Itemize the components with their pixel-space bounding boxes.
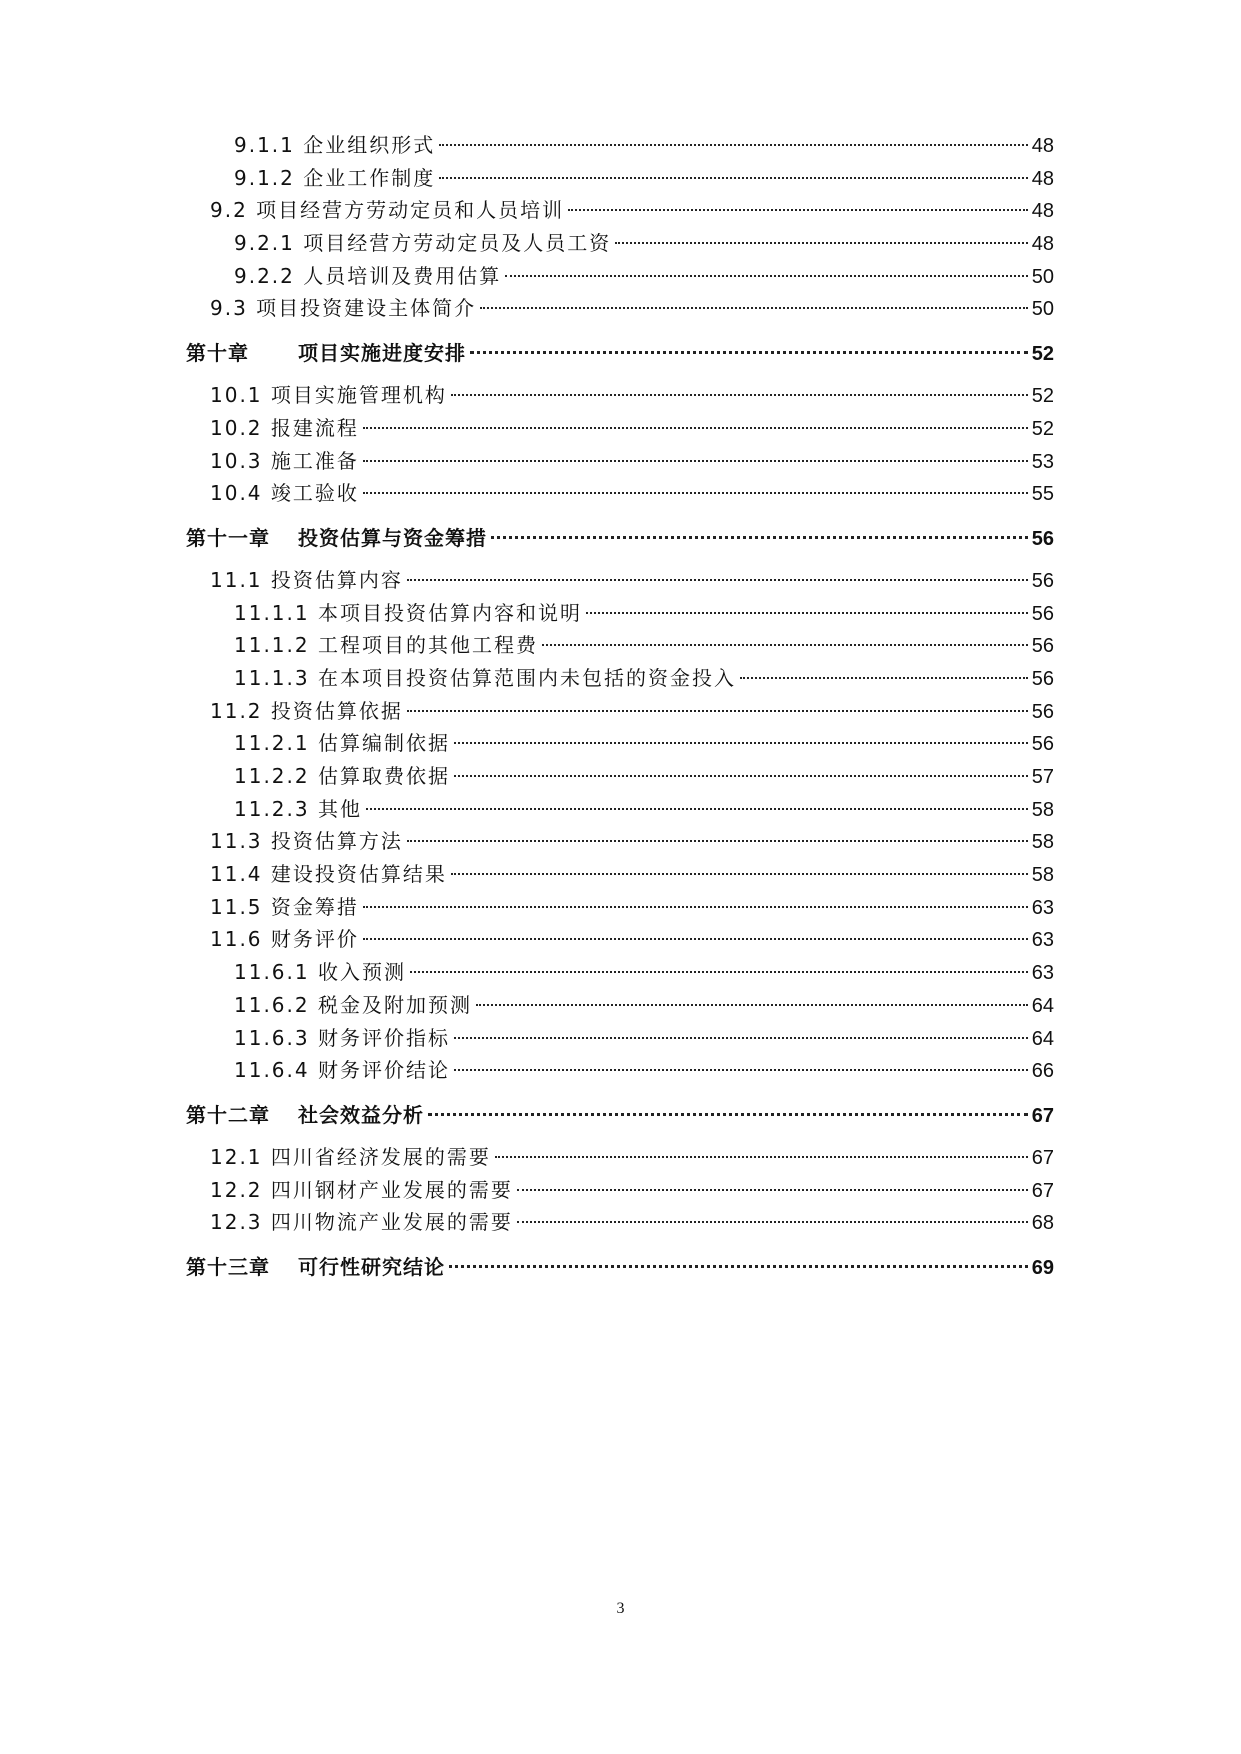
dot-leader <box>449 1265 1028 1268</box>
toc-page-number: 67 <box>1031 1104 1054 1127</box>
toc-page-number: 58 <box>1031 831 1054 854</box>
toc-entry-title: 11.6 财务评价 <box>210 927 359 952</box>
toc-page-number: 56 <box>1031 569 1054 592</box>
toc-entry[interactable] <box>186 412 1054 445</box>
toc-entry-title: 10.4 竣工验收 <box>210 481 359 506</box>
dot-leader <box>363 938 1028 940</box>
toc-entry[interactable] <box>186 597 1054 630</box>
toc-entry[interactable] <box>186 629 1054 662</box>
toc-entry-title: 11.1.2 工程项目的其他工程费 <box>234 633 538 658</box>
dot-leader <box>454 1069 1028 1071</box>
toc-page-number: 68 <box>1031 1212 1054 1235</box>
toc-page-number: 66 <box>1031 1060 1054 1083</box>
dot-leader <box>428 1113 1028 1116</box>
toc-entry-title: 9.2.1 项目经营方劳动定员及人员工资 <box>234 231 612 256</box>
toc-entry-title <box>186 1251 445 1283</box>
chapter-number: 第十一章 <box>186 525 270 550</box>
toc-entry-title: 11.6.2 税金及附加预测 <box>234 992 472 1017</box>
dot-leader <box>407 710 1028 712</box>
toc-entry[interactable] <box>186 1206 1054 1239</box>
toc-entry[interactable] <box>186 1174 1054 1207</box>
dot-leader <box>505 275 1028 277</box>
toc-entry-title <box>186 522 487 554</box>
toc-entry-title: 11.2.3 其他 <box>234 796 362 821</box>
toc-entry[interactable] <box>186 1022 1054 1055</box>
toc-page-number: 56 <box>1031 733 1054 756</box>
toc-page-number: 63 <box>1031 929 1054 952</box>
toc-entry-title: 11.2 投资估算依据 <box>210 698 403 723</box>
toc-entry[interactable] <box>186 858 1054 891</box>
toc-page-number: 64 <box>1031 994 1054 1017</box>
toc-page-number: 50 <box>1031 298 1054 321</box>
toc-page-number: 63 <box>1031 896 1054 919</box>
toc-page-number: 56 <box>1031 635 1054 658</box>
toc-page-number: 52 <box>1031 385 1054 408</box>
toc-entry[interactable] <box>186 194 1054 227</box>
toc-entry-title: 9.3 项目投资建设主体简介 <box>210 296 477 321</box>
toc-entry-title: 12.1 四川省经济发展的需要 <box>210 1144 491 1169</box>
toc-entry-title: 11.3 投资估算方法 <box>210 829 403 854</box>
toc-entry-title: 10.2 报建流程 <box>210 415 359 440</box>
toc-page-number: 63 <box>1031 962 1054 985</box>
dot-leader <box>407 579 1028 581</box>
toc-entry-title <box>186 337 466 369</box>
toc-page-number: 48 <box>1031 167 1054 190</box>
dot-leader <box>542 644 1028 646</box>
dot-leader <box>476 1004 1028 1006</box>
toc-entry[interactable] <box>186 477 1054 510</box>
chapter-title: 投资估算与资金筹措 <box>298 525 487 550</box>
toc-entry[interactable] <box>186 227 1054 260</box>
toc-entry[interactable] <box>186 292 1054 325</box>
dot-leader <box>366 808 1028 810</box>
toc-entry-title: 11.6.4 财务评价结论 <box>234 1058 450 1083</box>
toc-entry[interactable] <box>186 891 1054 924</box>
toc-entry[interactable] <box>186 989 1054 1022</box>
toc-entry-title: 11.6.3 财务评价指标 <box>234 1025 450 1050</box>
toc-page-number: 52 <box>1031 343 1054 366</box>
toc-page-number: 48 <box>1031 233 1054 256</box>
chapter-number: 第十二章 <box>186 1102 270 1127</box>
toc-entry[interactable] <box>186 825 1054 858</box>
toc-entry[interactable] <box>186 923 1054 956</box>
chapter-number: 第十三章 <box>186 1254 270 1279</box>
toc-page-number: 64 <box>1031 1027 1054 1050</box>
toc-page-number: 56 <box>1031 700 1054 723</box>
toc-entry[interactable] <box>186 129 1054 162</box>
toc-entry[interactable] <box>186 727 1054 760</box>
toc-entry-title: 11.2.2 估算取费依据 <box>234 764 450 788</box>
dot-leader <box>410 971 1028 973</box>
toc-entry-title: 9.2.2 人员培训及费用估算 <box>234 263 502 288</box>
dot-leader <box>454 742 1028 744</box>
dot-leader <box>363 492 1028 494</box>
dot-leader <box>363 460 1028 462</box>
toc-page-number: 57 <box>1031 766 1054 788</box>
toc-entry-title: 11.1.3 在本项目投资估算范围内未包括的资金投入 <box>234 665 736 690</box>
toc-entry-title: 12.2 四川钢材产业发展的需要 <box>210 1177 513 1202</box>
toc-page-number: 56 <box>1031 667 1054 690</box>
page-number: 3 <box>616 1600 625 1617</box>
dot-leader <box>439 144 1028 146</box>
toc-entry-title: 9.2 项目经营方劳动定员和人员培训 <box>210 198 565 223</box>
toc-entry[interactable] <box>186 564 1054 597</box>
dot-leader <box>480 307 1028 309</box>
toc-entry[interactable] <box>186 379 1054 412</box>
toc-entry-title: 12.3 四川物流产业发展的需要 <box>210 1210 513 1235</box>
toc-chapter-entry[interactable] <box>186 522 1054 554</box>
toc-entry-title <box>186 1099 424 1131</box>
toc-page-number: 67 <box>1031 1146 1054 1169</box>
dot-leader <box>491 536 1028 539</box>
dot-leader <box>517 1189 1028 1191</box>
toc-page-number: 69 <box>1031 1256 1054 1279</box>
toc-entry-title: 9.1.2 企业工作制度 <box>234 165 436 190</box>
chapter-title: 可行性研究结论 <box>298 1254 445 1279</box>
dot-leader <box>407 840 1028 842</box>
toc-page-number: 52 <box>1031 417 1054 440</box>
dot-leader <box>568 209 1028 211</box>
toc-entry-title: 11.1 投资估算内容 <box>210 567 403 592</box>
table-of-contents <box>186 129 1054 1293</box>
dot-leader <box>495 1156 1028 1158</box>
toc-entry[interactable] <box>186 260 1054 293</box>
chapter-title: 社会效益分析 <box>298 1102 424 1127</box>
dot-leader <box>363 906 1028 908</box>
toc-chapter-entry[interactable] <box>186 337 1054 369</box>
toc-entry-title: 11.1.1 本项目投资估算内容和说明 <box>234 600 582 625</box>
dot-leader <box>517 1221 1028 1223</box>
dot-leader <box>454 775 1028 777</box>
dot-leader <box>740 677 1028 679</box>
toc-entry[interactable] <box>186 662 1054 695</box>
toc-page-number: 50 <box>1031 265 1054 288</box>
toc-entry-title: 9.1.1 企业组织形式 <box>234 133 436 157</box>
toc-entry-title: 11.2.1 估算编制依据 <box>234 731 450 756</box>
dot-leader <box>615 242 1028 244</box>
toc-entry[interactable] <box>186 445 1054 478</box>
toc-entry-title: 11.4 建设投资估算结果 <box>210 862 447 887</box>
toc-page-number: 56 <box>1031 602 1054 625</box>
chapter-title: 项目实施进度安排 <box>298 341 466 366</box>
chapter-number: 第十章 <box>186 341 249 366</box>
toc-chapter-entry[interactable] <box>186 1251 1054 1283</box>
dot-leader <box>363 427 1028 429</box>
dot-leader <box>439 177 1028 179</box>
toc-page-number: 58 <box>1031 798 1054 821</box>
toc-entry-title: 10.1 项目实施管理机构 <box>210 383 447 408</box>
toc-page-number: 67 <box>1031 1179 1054 1202</box>
toc-entry-title: 11.5 资金筹措 <box>210 894 359 919</box>
toc-page-number: 48 <box>1031 200 1054 223</box>
toc-entry-title: 10.3 施工准备 <box>210 448 359 473</box>
toc-page-number: 55 <box>1031 483 1054 506</box>
toc-entry[interactable] <box>186 1054 1054 1087</box>
toc-page-number: 53 <box>1031 450 1054 473</box>
toc-page-number: 56 <box>1031 527 1054 550</box>
toc-entry[interactable] <box>186 760 1054 793</box>
toc-entry[interactable] <box>186 162 1054 195</box>
dot-leader <box>451 394 1028 396</box>
dot-leader <box>586 612 1028 614</box>
toc-entry[interactable] <box>186 793 1054 826</box>
toc-page-number: 58 <box>1031 864 1054 887</box>
toc-page-number: 48 <box>1031 135 1054 157</box>
dot-leader <box>454 1037 1028 1039</box>
dot-leader <box>470 351 1028 354</box>
toc-chapter-entry[interactable] <box>186 1099 1054 1131</box>
toc-entry[interactable] <box>186 695 1054 728</box>
toc-entry-title: 11.6.1 收入预测 <box>234 960 406 985</box>
dot-leader <box>451 873 1028 875</box>
toc-entry[interactable] <box>186 1141 1054 1174</box>
toc-entry[interactable] <box>186 956 1054 989</box>
